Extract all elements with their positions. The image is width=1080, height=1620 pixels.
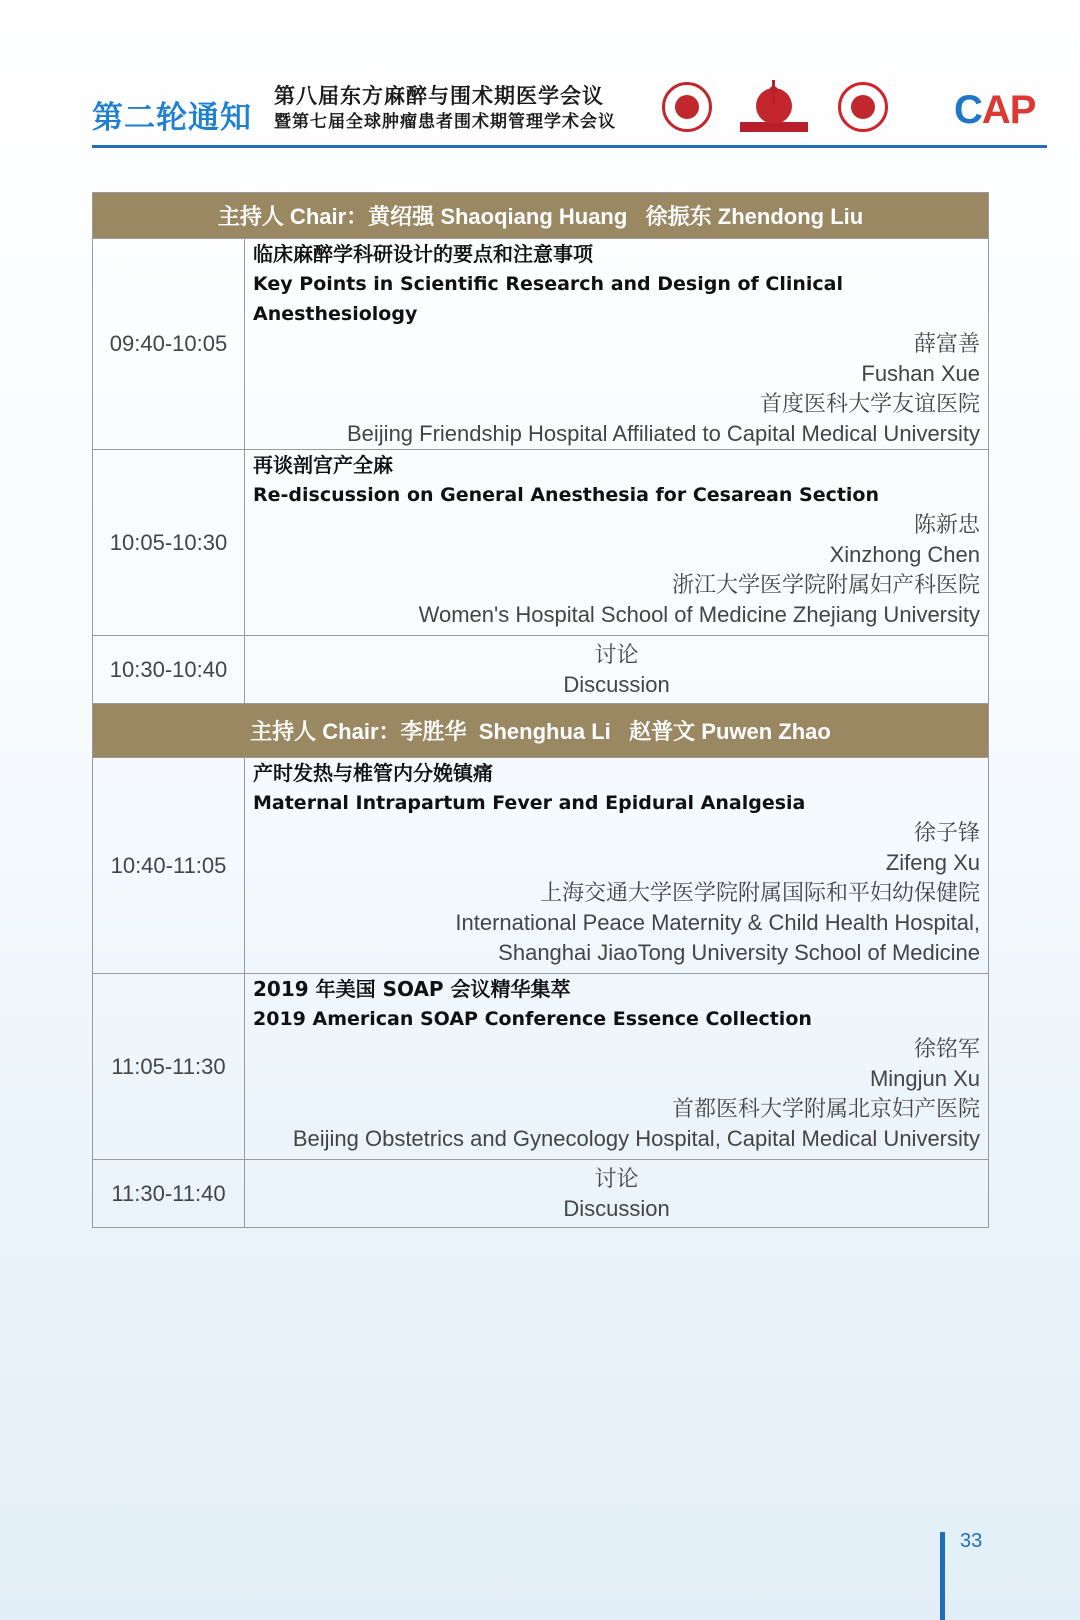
talk-title-en: Maternal Intrapartum Fever and Epidural Analgesia bbox=[253, 792, 806, 814]
talk-time: 09:40-10:05 bbox=[93, 239, 245, 450]
affiliation-cn: 首都医科大学附属北京妇产医院 bbox=[672, 1096, 981, 1121]
discussion-time: 11:30-11:40 bbox=[93, 1160, 245, 1228]
speaker-name-en: Fushan Xue bbox=[861, 361, 981, 386]
conference-title bbox=[274, 84, 616, 134]
affiliation-cn: 首度医科大学友谊医院 bbox=[760, 391, 981, 416]
circle-seal-logo bbox=[662, 82, 712, 132]
talk-time: 10:05-10:30 bbox=[93, 450, 245, 636]
talk-time: 11:05-11:30 bbox=[93, 974, 245, 1160]
header-rule bbox=[92, 145, 1047, 148]
affiliation-cn: 上海交通大学医学院附属国际和平妇幼保健院 bbox=[540, 880, 981, 905]
speaker-name-cn: 陈新忠 bbox=[914, 512, 981, 537]
discussion-cn: 讨论 bbox=[594, 641, 639, 667]
talk-content bbox=[245, 974, 989, 1160]
discussion-en: Discussion bbox=[563, 1195, 670, 1221]
chair-row: 主持人 Chair：李胜华 Shenghua Li 赵普文 Puwen Zhao bbox=[93, 704, 989, 758]
speaker-name-cn: 徐铭军 bbox=[914, 1036, 981, 1061]
notice-title: 第二轮通知 bbox=[92, 100, 252, 135]
discussion-row bbox=[93, 1160, 989, 1228]
discussion-en: Discussion bbox=[563, 671, 670, 697]
talk-content bbox=[245, 450, 989, 636]
talk-title-cn: 再谈剖宫产全麻 bbox=[253, 453, 393, 477]
discussion-label bbox=[245, 1160, 989, 1228]
affiliation-en: Beijing Friendship Hospital Affiliated to Capital Medical University bbox=[347, 421, 981, 446]
speaker-name-en: Mingjun Xu bbox=[869, 1066, 981, 1091]
talk-title-cn: 临床麻醉学科研设计的要点和注意事项 bbox=[253, 242, 593, 266]
speaker-name-cn: 徐子锋 bbox=[914, 820, 981, 845]
talk-row bbox=[93, 239, 989, 450]
speaker-name-en: Zifeng Xu bbox=[885, 850, 981, 875]
talk-title-cn: 2019 年美国 SOAP 会议精华集萃 bbox=[253, 977, 571, 1001]
conference-title-line2: 暨第七届全球肿瘤患者围术期管理学术会议 bbox=[274, 112, 616, 131]
page-number-bar bbox=[940, 1532, 945, 1620]
talk-content bbox=[245, 239, 989, 450]
affiliation-cn: 浙江大学医学院附属妇产科医院 bbox=[672, 572, 981, 597]
talk-title-en: 2019 American SOAP Conference Essence Collection bbox=[253, 1008, 812, 1030]
talk-row bbox=[93, 974, 989, 1160]
talk-row bbox=[93, 450, 989, 636]
program-table bbox=[92, 192, 989, 1228]
discussion-row bbox=[93, 636, 989, 704]
talk-title-en: Key Points in Scientific Research and Design of Clinical Anesthesiology bbox=[253, 273, 844, 325]
discussion-cn: 讨论 bbox=[594, 1165, 639, 1191]
circle-seal-logo bbox=[838, 82, 888, 132]
logo-group bbox=[662, 80, 1052, 138]
page-header bbox=[92, 80, 1047, 146]
discussion-label bbox=[245, 636, 989, 704]
discussion-time: 10:30-10:40 bbox=[93, 636, 245, 704]
talk-row bbox=[93, 758, 989, 974]
cap-logo: CAP bbox=[954, 88, 1036, 132]
affiliation-en: Women's Hospital School of Medicine Zhejiang University bbox=[418, 602, 981, 627]
speaker-name-en: Xinzhong Chen bbox=[829, 542, 981, 567]
talk-title-cn: 产时发热与椎管内分娩镇痛 bbox=[253, 761, 493, 785]
talk-content bbox=[245, 758, 989, 974]
affiliation-en: Shanghai JiaoTong University School of Medicine bbox=[498, 940, 981, 965]
chair-row: 主持人 Chair：黄绍强 Shaoqiang Huang 徐振东 Zhendong Liu bbox=[93, 193, 989, 239]
page-number: 33 bbox=[960, 1530, 983, 1552]
talk-title-en: Re-discussion on General Anesthesia for Cesarean Section bbox=[253, 484, 880, 506]
speaker-name-cn: 薛富善 bbox=[914, 331, 981, 356]
affiliation-en: International Peace Maternity & Child Health Hospital, bbox=[455, 910, 981, 935]
affiliation-en: Beijing Obstetrics and Gynecology Hospital, Capital Medical University bbox=[292, 1126, 981, 1151]
talk-time: 10:40-11:05 bbox=[93, 758, 245, 974]
dongfang-logo bbox=[734, 80, 814, 136]
conference-title-line1: 第八届东方麻醉与围术期医学会议 bbox=[274, 85, 604, 108]
